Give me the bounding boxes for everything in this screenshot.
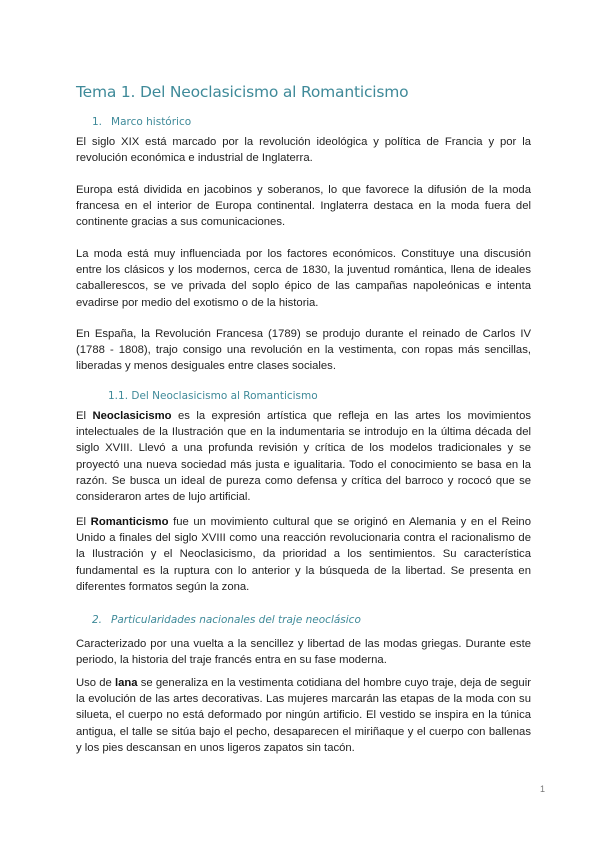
section-number: 2. (92, 614, 103, 626)
paragraph: En España, la Revolución Francesa (1789) se produjo durante el reinado de Carlos IV (1788 - 1808), trajo consigo una revolución en la vestimenta, con ropas más sencillas, liberadas y menos desiguales entre clases sociales. (76, 328, 531, 373)
section-number: 1. (92, 116, 103, 128)
text-run: se generaliza en la vestimenta cotidiana del hombre cuyo traje, deja de seguir la evolución de las artes decorativas. Las mujeres marcarán las etapas de la moda con su silueta, el cuerpo no está deformado por ningún artificio. El vestido se inspira en la túnica antigua, el talle se sitúa bajo el pecho, desaparecen el miriñaque y el cuerpo con ballenas y los pies descansan en unos ligeros zapatos sin tacón. (76, 677, 531, 754)
text-run: es la expresión artística que refleja en las artes los movimientos intelectuales de la Ilustración que en la indumentaria se introdujo en la última década del siglo XVIII. Llevó a una profunda revisión y crítica de los modelos tradicionales y se proyectó una nueva sociedad más justa e igualitaria. Todo el conocimiento se basa en la razón. Se busca un ideal de pureza como defensa y crítica del barroco y rococó que se consideraron artes de lujo artificial. (76, 410, 531, 504)
text-run: Uso de (76, 677, 115, 689)
paragraph: Europa está dividida en jacobinos y soberanos, lo que favorece la difusión de la moda francesa en el interior de Europa continental. Inglaterra destaca en la moda fuera del continente gracias a sus comunicaciones. (76, 184, 531, 229)
text-run: El (76, 410, 93, 422)
paragraph: Caracterizado por una vuelta a la sencillez y libertad de las modas griegas. Durante este periodo, la historia del traje francés entra en su fase moderna. (76, 638, 531, 667)
bold-term: Neoclasicismo (92, 410, 172, 422)
text-run: El (76, 516, 91, 528)
section-heading-marco-historico (92, 116, 191, 128)
page-number: 1 (540, 784, 546, 794)
paragraph-neoclasicismo (76, 408, 531, 505)
subsection-heading: 1.1. Del Neoclasicismo al Romanticismo (108, 390, 318, 402)
document-title: Tema 1. Del Neoclasicismo al Romanticismo (76, 83, 409, 101)
bold-term: lana (114, 677, 138, 689)
paragraph-romanticismo (76, 514, 531, 595)
section-title: Marco histórico (111, 116, 192, 128)
paragraph: La moda está muy influenciada por los factores económicos. Constituye una discusión entre los clásicos y los modernos, cerca de 1830, la juventud romántica, llena de ideales caballerescos, se ve privada del soplo épico de las campañas napoleónicas e intenta evadirse por medio del exotismo o de la historia. (76, 248, 531, 309)
paragraph: El siglo XIX está marcado por la revolución ideológica y política de Francia y por la revolución económica e industrial de Inglaterra. (76, 136, 531, 165)
text-run: fue un movimiento cultural que se originó en Alemania y en el Reino Unido a finales del siglo XVIII como una reacción revolucionaria contra el racionalismo de la Ilustración y el Neoclasicismo, da prioridad a los sentimientos. Su característica fundamental es la ruptura con lo anterior y la búsqueda de la libertad. Se presenta en diferentes formatos según la zona. (76, 516, 531, 593)
paragraph-lana (76, 675, 531, 756)
section-title: Particularidades nacionales del traje neoclásico (111, 614, 361, 626)
bold-term: Romanticismo (90, 516, 169, 528)
section-heading-particularidades (92, 614, 361, 626)
